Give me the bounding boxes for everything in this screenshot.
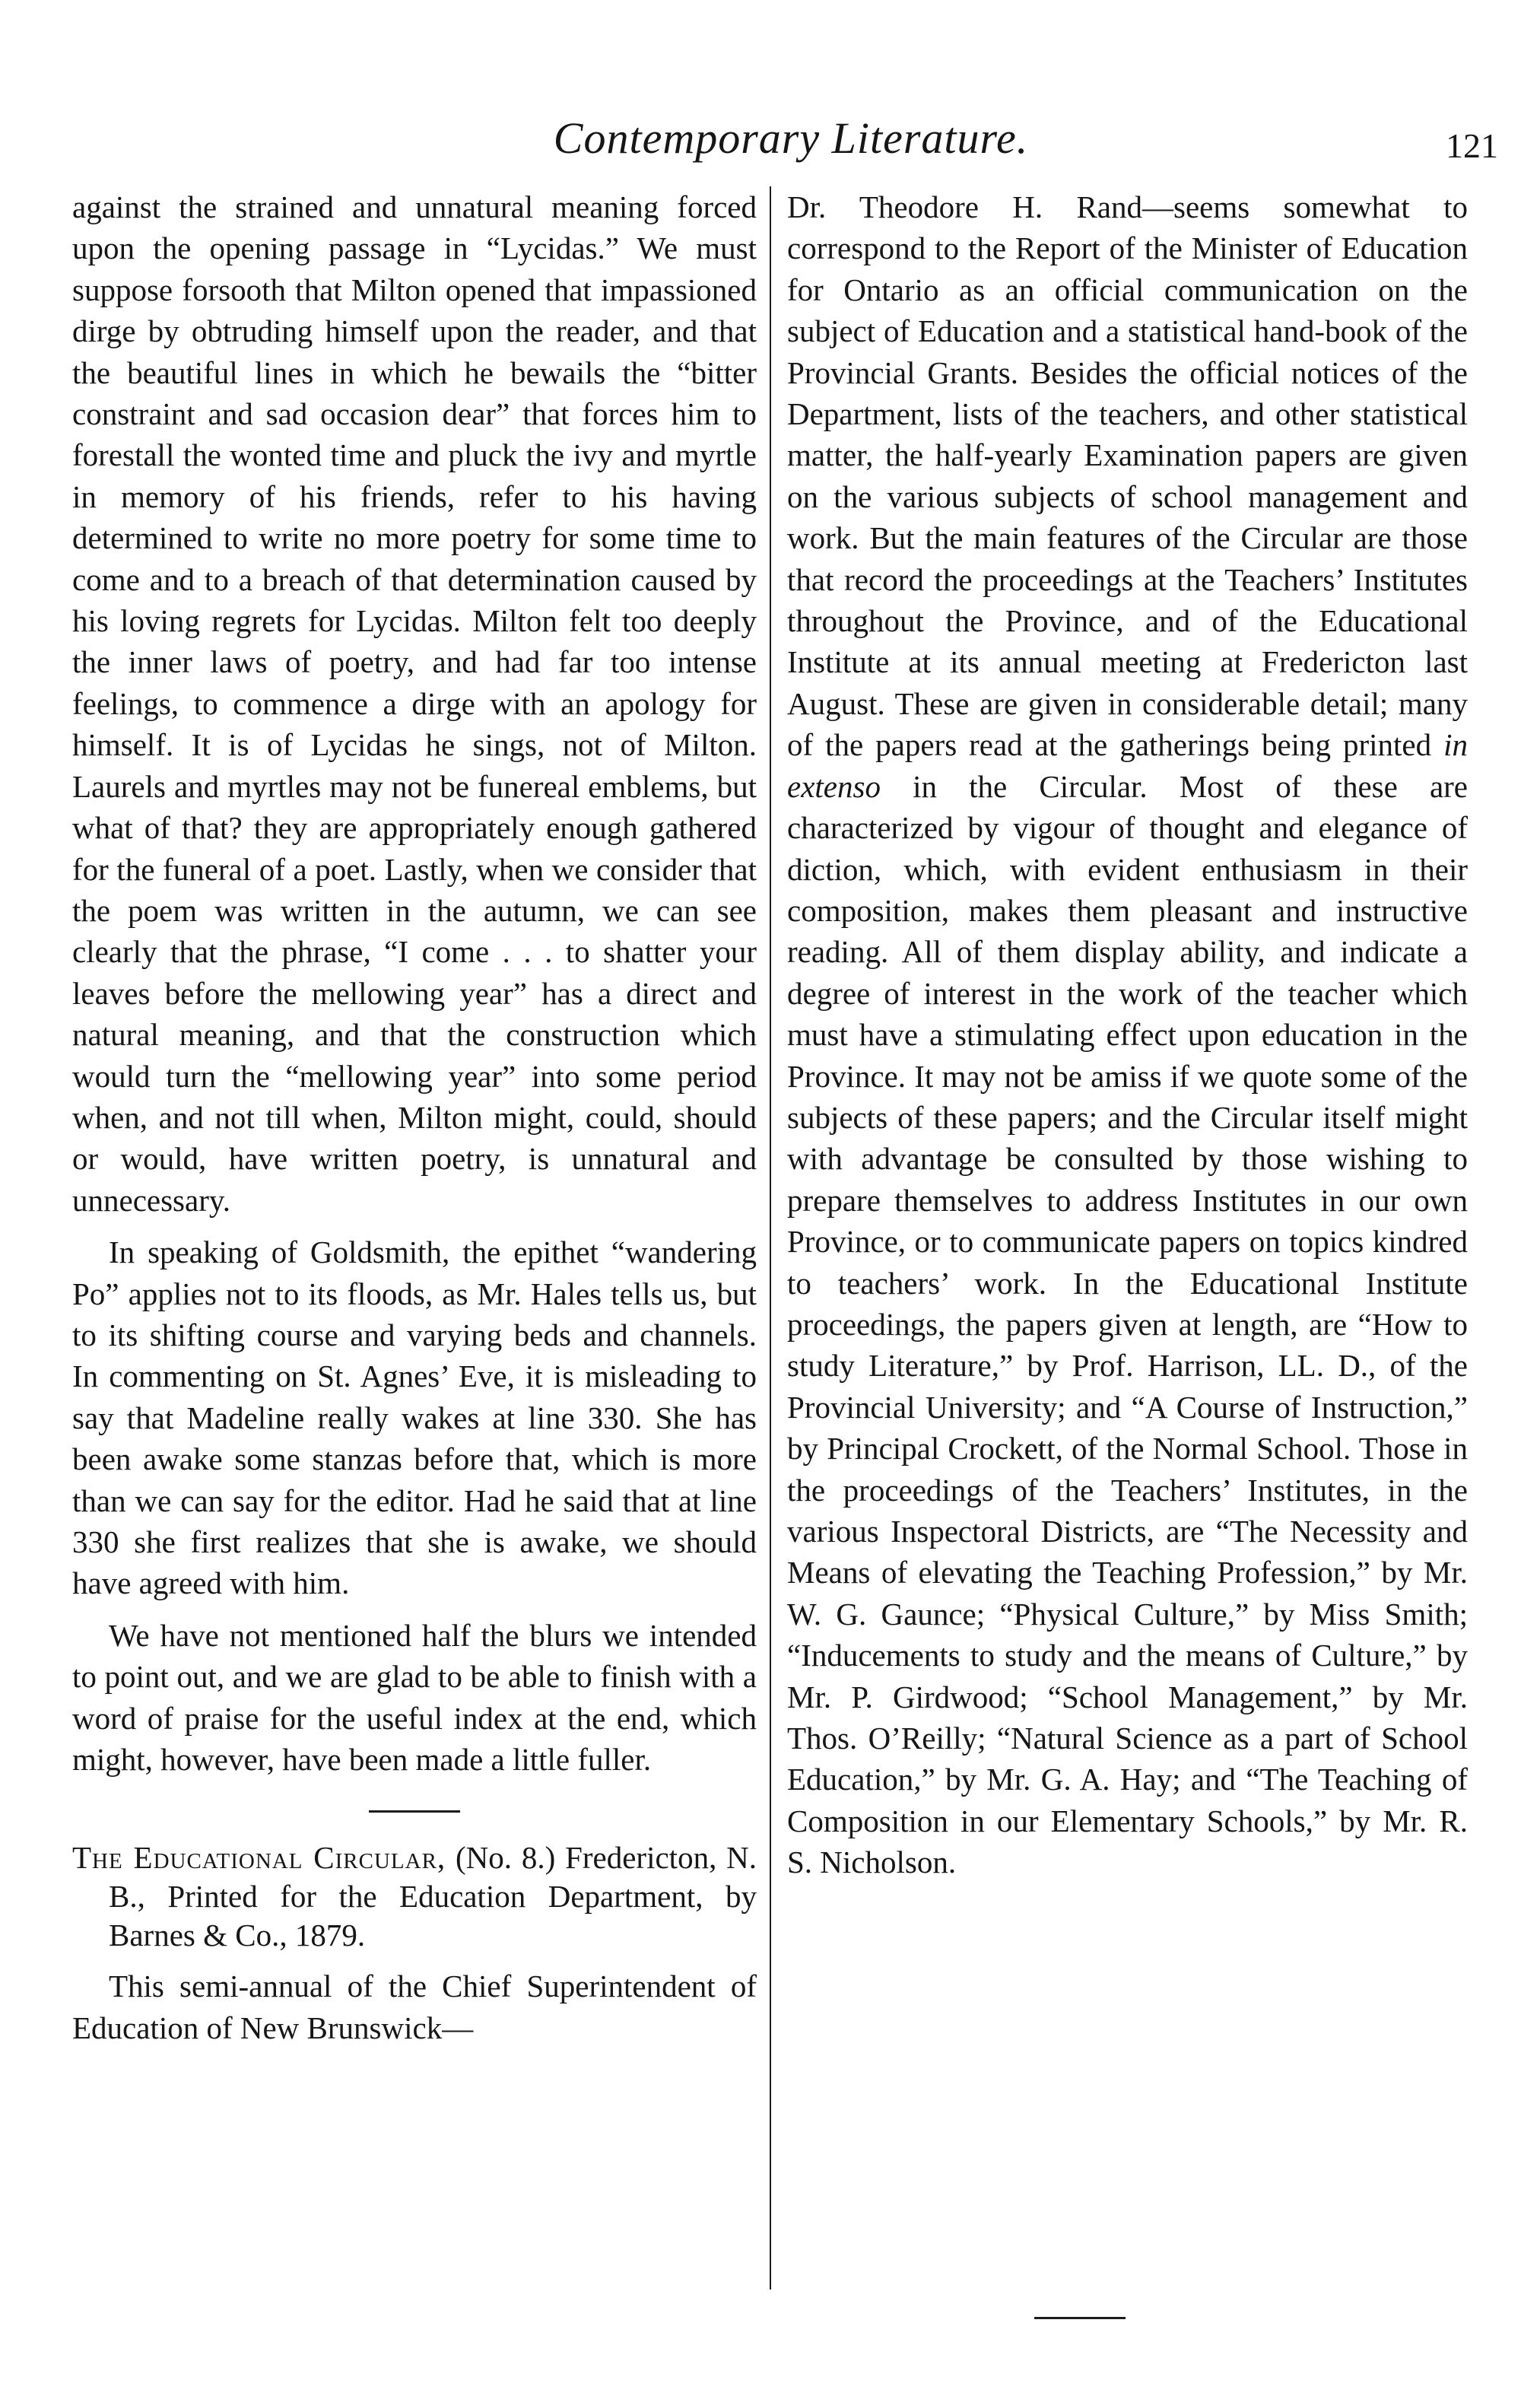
review-paragraph-start: This semi-annual of the Chief Superintendent of Education of New Brunswick— [72,1969,757,2045]
paragraph-lycidas: against the strained and unnatural meaning forced upon the opening passage in “Lycidas.” We must suppose forsooth that Milton opened that impassioned dirge by obtruding himself upon the reader, and that the beautiful lines in which he bewails the “bitter constraint and sad occasion dear” that forces him to forestall the wonted time and pluck the ivy and myrtle in memory of his friends, refer to his having determined to write no more poetry for some time to come and to a breach of that determination caused by his loving regrets for Lycidas. Milton felt too deeply the inner laws of poetry, and had far too intense feelings, to commence a dirge with an apology for himself. It is of Lycidas he sings, not of Milton. Laurels and myrtles may not be funereal emblems, but what of that? they are appropriately enough gathered for the funeral of a poet. Lastly, when we consider that the poem was written in the autumn, we can see clearly that the phrase, “I come . . . to shatter your leaves before the mellowing year” has a direct and natural meaning, and that the construction which would turn the “mellowing year” into some period when, and not till when, Milton might, could, should or would, have written poetry, is unnatural and unnecessary. [72,189,757,1218]
review-heading [72,1838,757,1955]
paragraph-goldsmith: In speaking of Goldsmith, the epithet “wandering Po” applies not to its floods, as Mr. Hales tells us, but to its shifting course and varying beds and channels. In commenting on St. Agnes’ Eve, it is misleading to say that Madeline really wakes at line 330. She has been awake some stanzas before that, which is more than we can say for the editor. Had he said that at line 330 she first realizes that she is awake, we should have agreed with him. [72,1235,757,1601]
paragraph-closing: We have not mentioned half the blurs we intended to point out, and we are glad to be able to finish with a word of praise for the useful index at the end, which might, however, have been made a little fuller. [72,1617,757,1778]
review-paragraph-continued [787,186,1468,1883]
review-text-part-2: in the Circular. Most of these are characterized by vigour of thought and elegance of diction, which, with evident enthusiasm in their composition, makes them pleasant and instructive reading. All of them display ability, and indicate a degree of interest in the work of the teacher which must have a stimulating effect upon education in the Province. It may not be amiss if we quote some of the subjects of these papers; and the Circular itself might with advantage be consulted by those wishing to prepare themselves to address Institutes in our own Province, or to communicate papers on topics kindred to teachers’ work. In the Educational Institute proceedings, the papers given at length, are “How to study Literature,” by Prof. Harrison, LL. D., of the Provincial University; and “A Course of Instruction,” by Principal Crockett, of the Normal School. Those in the proceedings of the Teachers’ Institutes, in the various Inspectoral Districts, are “The Necessity and Means of elevating the Teaching Profession,” by Mr. W. G. Gaunce; “Physical Culture,” by Miss Smith; “Inducements to study and the means of Culture,” by Mr. P. Girdwood; “School Management,” by Mr. Thos. O’Reilly; “Natural Science as a part of School Education,” by Mr. G. A. Hay; and “The Teaching of Composition in our Elementary Schools,” by Mr. R. S. Nicholson. [787,768,1468,1880]
column-divider [770,186,771,2290]
end-separator [1034,2317,1126,2319]
review-title: The Educational Circular, [72,1840,446,1876]
running-title: Contemporary Literature. [553,113,1029,163]
review-publication-info: (No. 8.) Fredericton, N. B., Printed for the Education Department, by Barnes & Co., 1879. [109,1840,757,1953]
section-separator [369,1810,460,1813]
review-italic-phrase: in extenso [787,727,1468,804]
left-column [72,186,757,2048]
page-number: 121 [1446,126,1498,165]
right-column [787,186,1468,1883]
review-text-part-1: Dr. Theodore H. Rand—seems somewhat to correspond to the Report of the Minister of Education for Ontario as an official communication on the subject of Education and a statistical hand-book of the Provincial Grants. Besides the official notices of the Department, lists of the teachers, and other statistical matter, the half-yearly Examination papers are given on the various subjects of school management and work. But the main features of the Circular are those that record the proceedings at the Teachers’ Institutes throughout the Province, and of the Educational Institute at its annual meeting at Fredericton last August. These are given in considerable detail; many of the papers read at the gatherings being printed [787,189,1468,763]
